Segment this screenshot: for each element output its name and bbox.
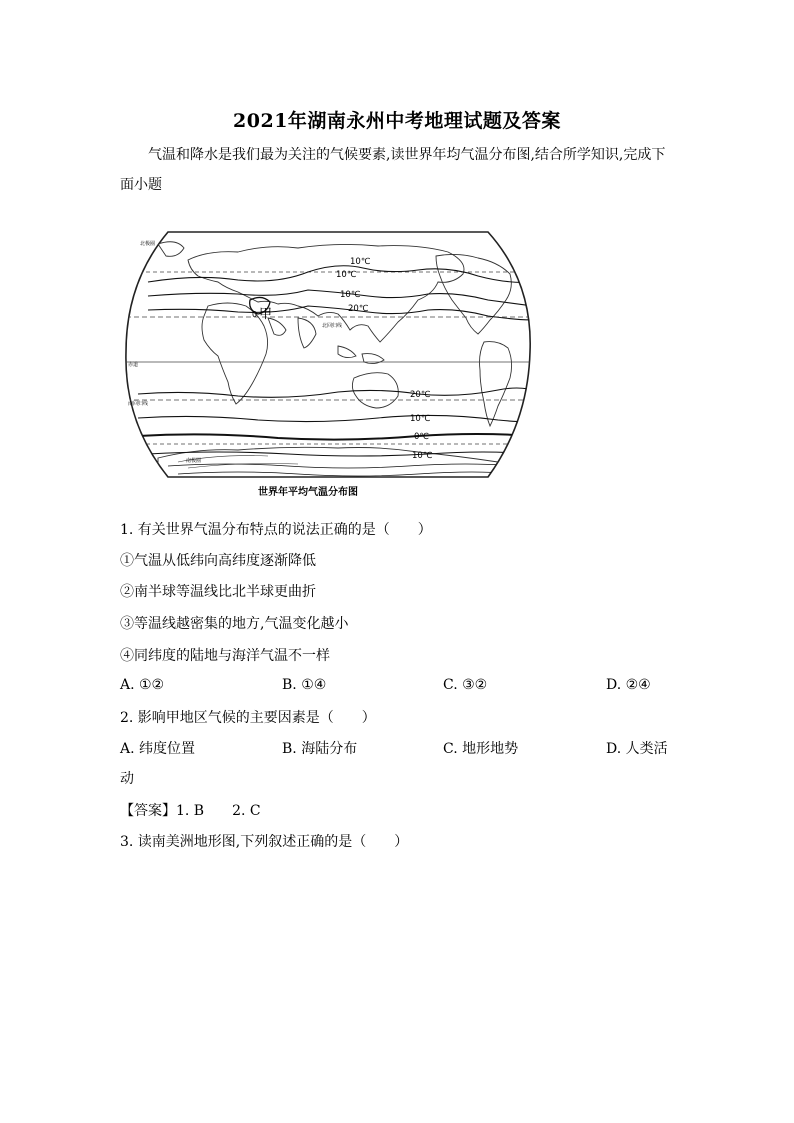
isotherm-lines <box>138 266 533 476</box>
question-1-option-a: A. ①② <box>120 677 165 693</box>
isotherm-label: 10℃ <box>350 257 371 267</box>
question-1-option-b: B. ①④ <box>282 677 327 693</box>
tropic-north-label: 北回归线 <box>322 323 343 329</box>
tropic-south-label: 南回归线 <box>128 401 149 407</box>
isotherm-label: 10℃ <box>336 270 357 280</box>
question-1-item: ④同纬度的陆地与海洋气温不一样 <box>120 648 330 664</box>
latitude-lines <box>118 272 538 444</box>
intro-paragraph <box>120 140 680 200</box>
question-2-option-d: D. 人类活 <box>606 741 668 757</box>
question-2-option-a: A. 纬度位置 <box>120 741 196 757</box>
isotherm-label: 10℃ <box>340 290 361 300</box>
question-2-option-b: B. 海陆分布 <box>282 741 358 757</box>
intro-line-1: 气温和降水是我们最为关注的气候要素,读世界年均气温分布图,结合所学知识,完成下 <box>148 147 666 163</box>
page-title: 2021年湖南永州中考地理试题及答案 <box>233 110 561 132</box>
isotherm-label: 10℃ <box>412 451 433 461</box>
world-map-figure <box>118 222 538 502</box>
isotherm-label: 20℃ <box>410 390 431 400</box>
isotherm-label: 20℃ <box>348 304 369 314</box>
question-2-stem: 2. 影响甲地区气候的主要因素是（ ） <box>120 710 376 726</box>
antarctic-label: 南极圈 <box>186 458 202 464</box>
question-3-stem: 3. 读南美洲地形图,下列叙述正确的是（ ） <box>120 834 409 850</box>
question-2-option-c: C. 地形地势 <box>443 741 519 757</box>
question-1-item: ②南半球等温线比北半球更曲折 <box>120 584 316 600</box>
isotherm-label: 10℃ <box>410 414 431 424</box>
question-2-option-wrap: 动 <box>120 771 134 787</box>
isotherm-label: 0℃ <box>414 432 429 442</box>
question-1-option-c: C. ③② <box>443 677 488 693</box>
question-1-item: ①气温从低纬向高纬度逐渐降低 <box>120 553 316 569</box>
intro-line-2: 面小题 <box>120 177 162 193</box>
equator-label: 赤道 <box>128 362 139 368</box>
region-jia-label: 甲 <box>259 307 273 322</box>
question-1-item: ③等温线越密集的地方,气温变化越小 <box>120 616 349 632</box>
zero-label: 0 <box>252 310 258 319</box>
answer-line: 【答案】1. B 2. C <box>120 803 261 819</box>
world-temperature-map <box>118 222 538 502</box>
map-caption: 世界年平均气温分布图 <box>258 487 358 498</box>
question-1-stem: 1. 有关世界气温分布特点的说法正确的是（ ） <box>120 522 432 538</box>
arctic-label: 北极圈 <box>140 241 156 247</box>
question-1-option-d: D. ②④ <box>606 677 651 693</box>
